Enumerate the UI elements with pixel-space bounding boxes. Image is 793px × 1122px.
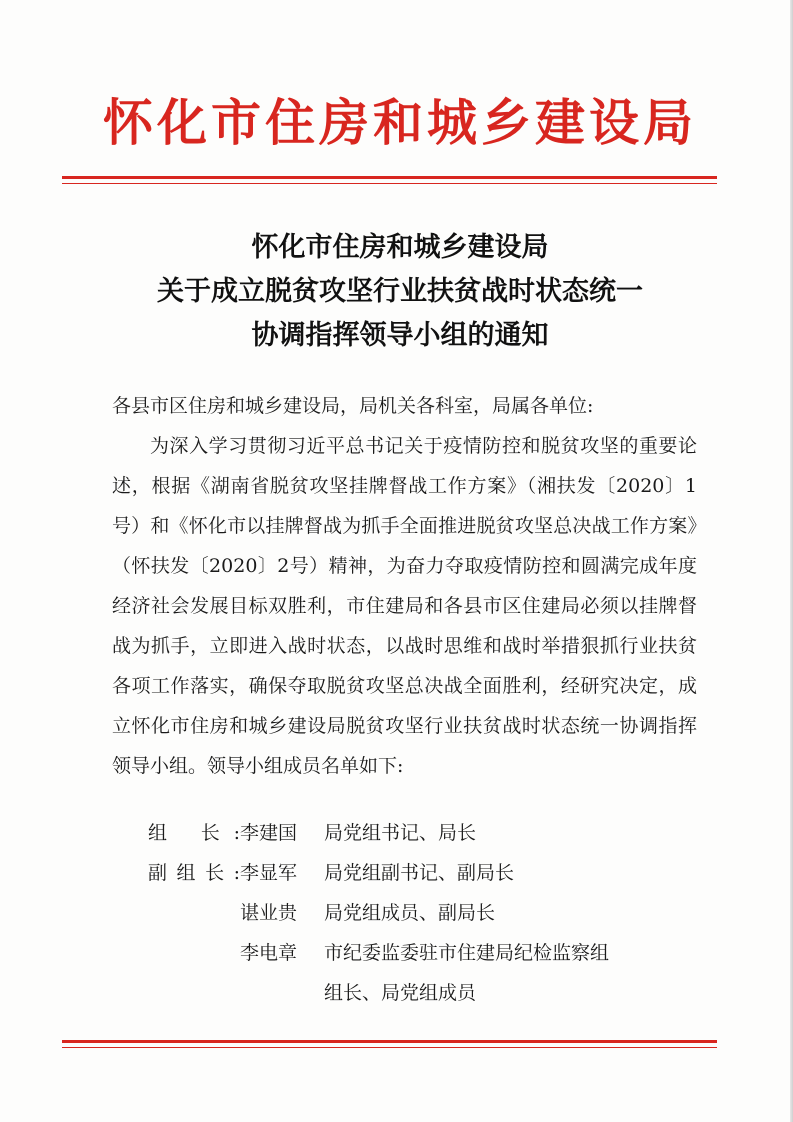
- member-name: 李显军: [240, 862, 298, 884]
- member-row: [112, 813, 712, 853]
- footer-rule-thick: [62, 1040, 717, 1043]
- header-rule-thin: [62, 183, 717, 184]
- org-letterhead: 怀化市住房和城乡建设局: [103, 93, 697, 152]
- document-body: [112, 386, 697, 786]
- member-row: [112, 893, 712, 933]
- member-name: 谌业贵: [240, 902, 298, 924]
- member-list: [112, 813, 712, 1013]
- salutation: 各县市区住房和城乡建设局，局机关各科室，局属各单位:: [112, 395, 594, 417]
- member-row: [112, 973, 712, 1013]
- title-line-1: 怀化市住房和城乡建设局: [251, 232, 549, 263]
- member-role: 副组长:: [148, 862, 240, 884]
- title-line-3: 协调指挥领导小组的通知: [251, 320, 549, 351]
- header-rule-thick: [62, 176, 717, 179]
- member-position: 局党组成员、副局长: [324, 902, 496, 924]
- member-role: 组 长:: [148, 822, 240, 844]
- member-position: 市纪委监委驻市住建局纪检监察组: [324, 942, 610, 964]
- document-title: [60, 226, 740, 358]
- member-position: 组长、局党组成员: [324, 982, 477, 1004]
- title-line-2: 关于成立脱贫攻坚行业扶贫战时状态统一: [157, 276, 643, 307]
- main-paragraph: 为深入学习贯彻习近平总书记关于疫情防控和脱贫攻坚的重要论述，根据《湖南省脱贫攻坚挂牌督战工作方案》（湘扶发〔2020〕1号）和《怀化市以挂牌督战为抓手全面推进脱贫攻坚总决战工作方案》（怀扶发〔2020〕2号）精神，为奋力夺取疫情防控和圆满完成年度经济社会发展目标双胜利，市住建局和各县市区住建局必须以挂牌督战为抓手，立即进入战时状态，以战时思维和战时举措狠抓行业扶贫各项工作落实，确保夺取脱贫攻坚总决战全面胜利，经研究决定，成立怀化市住房和城乡建设局脱贫攻坚行业扶贫战时状态统一协调指挥领导小组。领导小组成员名单如下:: [112, 435, 697, 777]
- member-name: 李电章: [240, 942, 298, 964]
- member-row: [112, 853, 712, 893]
- member-name: 李建国: [240, 822, 298, 844]
- member-position: 局党组副书记、副局长: [324, 862, 515, 884]
- member-row: [112, 933, 712, 973]
- member-position: 局党组书记、局长: [324, 822, 477, 844]
- footer-rule-thin: [62, 1047, 717, 1048]
